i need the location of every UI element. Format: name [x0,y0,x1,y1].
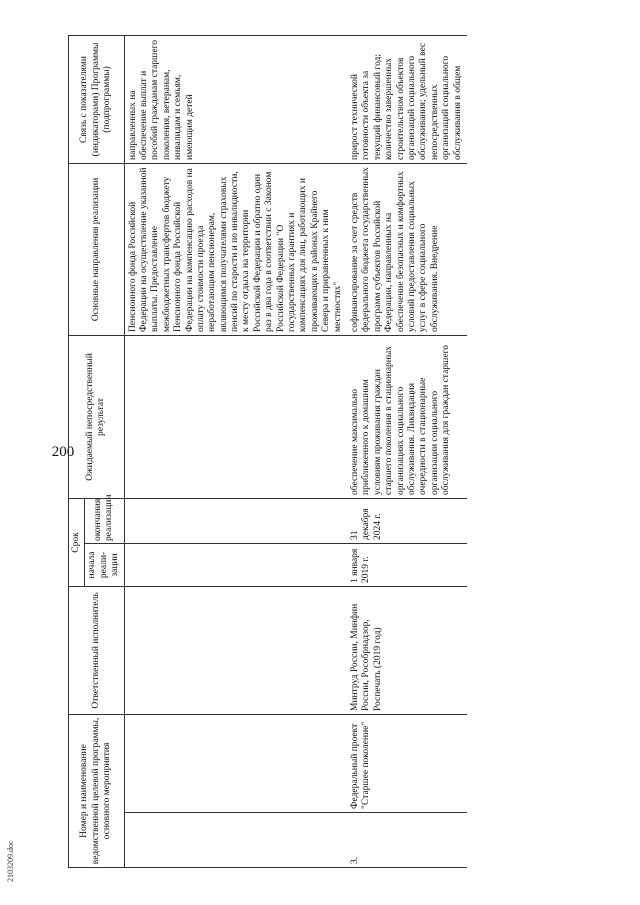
cell-result-empty [124,335,347,498]
table-row [347,35,467,867]
page-number: 200 [51,444,75,460]
cell-start: 1 января 2019 г. [347,543,467,586]
footer-doc-code-text: 2103209.doc [6,840,15,882]
cell-indicators: направленных на обеспечение выплат и пособий гражданам старшего поколения, ветеранам, инвалидам и семьям, имеющим детей [124,35,347,163]
header-directions: Основные направления реализации [69,163,125,335]
cell-responsible-empty [124,586,347,714]
cell-responsible: Минтруд России, Минфин России, Рособрнадзор, Роспечать (2019 год) [347,586,467,714]
header-indicators: Связь с показателями (индикаторами) Программы (подпрограммы) [69,35,125,163]
cell-end-empty [124,498,347,543]
header-start: начала реали-зации [85,543,124,586]
cell-num: 3. [347,813,467,868]
header-end: окончания реализации [85,498,124,543]
program-table [68,35,467,868]
cell-end: 31 декабря 2024 г. [347,498,467,543]
cell-result: обеспечение максимально приближенного к домашним условиям проживания граждан старшего поколения в стационарных организациях социального обслуживания. Ликвидация очередности в стационарные организации социального обслуживания для граждан старшего [347,335,467,498]
cell-directions: софинансирование за счет средств федерального бюджета государственных программ субъектов Российской Федерации, направленных на обеспечение безопасных и комфортных условий предоставления социальных услуг в сфере социального обслуживания. Внедрение [347,163,467,335]
header-result: Ожидаемый непосредственный результат [69,335,125,498]
header-responsible: Ответственный исполнитель [69,586,125,714]
cell-name-empty [124,714,347,812]
cell-name: Федеральный проект "Старшее поколение" [347,714,467,812]
landscape-table-container [68,36,588,868]
cell-start-empty [124,543,347,586]
header-name: Номер и наименование ведомственной целевой программы, основного мероприятия [69,714,125,867]
cell-indicators: прирост технической готовности объекта за текущий финансовый год; количество завершенных строительством объектов организаций социального обслуживания; удельный вес непосредственных организаций социального обслуживания в общем [347,35,467,163]
table-row [124,35,347,867]
header-term: Срок [69,498,85,586]
cell-directions: Пенсионного фонда Российской Федерации на осуществление указанной выплаты. Предоставление межбюджетных трансфертов бюджету Пенсионного фонда Российской Федерации на компенсацию расходов на оплату стоимости проезда неработающим пенсионерам, являющимся получателями страховых пенсий по старости и по инвалидности, к месту отдыха на территории Российской Федерации и обратно один раз в два года в соответствии с Законом Российской Федерации "О государственных гарантиях и компенсациях для лиц, работающих и проживающих в районах Крайнего Севера и приравненных к ним местностях" [124,163,347,335]
footer-doc-code [6,840,23,899]
cell-num-empty [124,813,347,868]
